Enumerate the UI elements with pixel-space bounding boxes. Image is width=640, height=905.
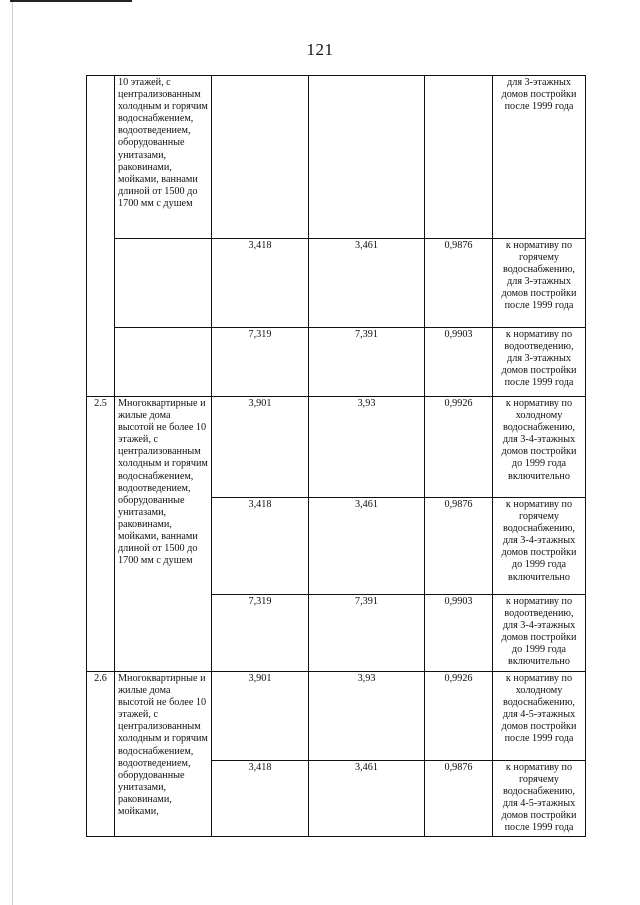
note-cell: к нормативу по водоотведению, для 3-4-этажных домов постройки до 1999 года включительно	[493, 595, 586, 672]
item-number-cell: 2.5	[87, 397, 115, 672]
item-number-cell	[87, 76, 115, 397]
value-cell-2	[309, 76, 425, 239]
value-cell-2: 3,93	[309, 672, 425, 761]
value-cell-1: 3,901	[212, 672, 309, 761]
value-cell-3	[425, 76, 493, 239]
item-description-cell	[115, 76, 212, 239]
value-cell-1: 3,418	[212, 239, 309, 328]
table-row	[87, 672, 586, 761]
value-cell-3: 0,9876	[425, 761, 493, 837]
value-cell-3: 0,9876	[425, 498, 493, 595]
note-cell: к нормативу по горячему водоснабжению, для 3-4-этажных домов постройки до 1999 года включительно	[493, 498, 586, 595]
value-cell-1: 7,319	[212, 595, 309, 672]
note-cell: к нормативу по горячему водоснабжению, для 4-5-этажных домов постройки после 1999 года	[493, 761, 586, 837]
table-row	[87, 76, 586, 239]
table-row	[87, 239, 586, 328]
value-cell-1: 3,901	[212, 397, 309, 498]
table-row	[87, 397, 586, 498]
item-description-cell: Многоквартирные и жилые дома высотой не более 10 этажей, с централизованным холодным и горячим водоснабжением, водоотведением, оборудованные унитазами, раковинами, мойками,	[115, 672, 212, 837]
value-cell-1: 7,319	[212, 328, 309, 397]
item-description-cell	[115, 328, 212, 397]
page-number: 121	[306, 40, 334, 59]
value-cell-1	[212, 76, 309, 239]
header-rule	[10, 0, 132, 2]
note-cell: к нормативу по холодному водоснабжению, для 4-5-этажных домов постройки после 1999 года	[493, 672, 586, 761]
note-cell: к нормативу по водоотведению, для 3-этажных домов постройки после 1999 года	[493, 328, 586, 397]
item-description-cell: Многоквартирные и жилые дома высотой не более 10 этажей, с централизованным холодным и горячим водоснабжением, водоотведением, оборудованные унитазами, раковинами, мойками, ваннами длиной от 1500 до 1700 мм с душем	[115, 397, 212, 672]
value-cell-1: 3,418	[212, 498, 309, 595]
page-edge-line	[12, 0, 13, 905]
value-cell-3: 0,9926	[425, 397, 493, 498]
value-cell-3: 0,9903	[425, 595, 493, 672]
value-cell-2: 7,391	[309, 595, 425, 672]
value-cell-3: 0,9926	[425, 672, 493, 761]
value-cell-3: 0,9903	[425, 328, 493, 397]
note-cell: для 3-этажных домов постройки после 1999 года	[493, 76, 586, 239]
norms-table	[86, 75, 586, 837]
table-row	[87, 328, 586, 397]
item-number-cell: 2.6	[87, 672, 115, 837]
value-cell-2: 3,461	[309, 761, 425, 837]
value-cell-2: 3,461	[309, 498, 425, 595]
value-cell-1: 3,418	[212, 761, 309, 837]
note-cell: к нормативу по холодному водоснабжению, для 3-4-этажных домов постройки до 1999 года включительно	[493, 397, 586, 498]
value-cell-2: 7,391	[309, 328, 425, 397]
item-description: 10 этажей, с централизованным холодным и горячим водоснабжением, водоотведением, оборудованные унитазами, раковинами, мойками, ваннами длиной от 1500 до 1700 мм с душем	[118, 77, 208, 209]
value-cell-2: 3,93	[309, 397, 425, 498]
item-description-cell	[115, 239, 212, 328]
value-cell-3: 0,9876	[425, 239, 493, 328]
note-cell: к нормативу по горячему водоснабжению, для 3-этажных домов постройки после 1999 года	[493, 239, 586, 328]
value-cell-2: 3,461	[309, 239, 425, 328]
